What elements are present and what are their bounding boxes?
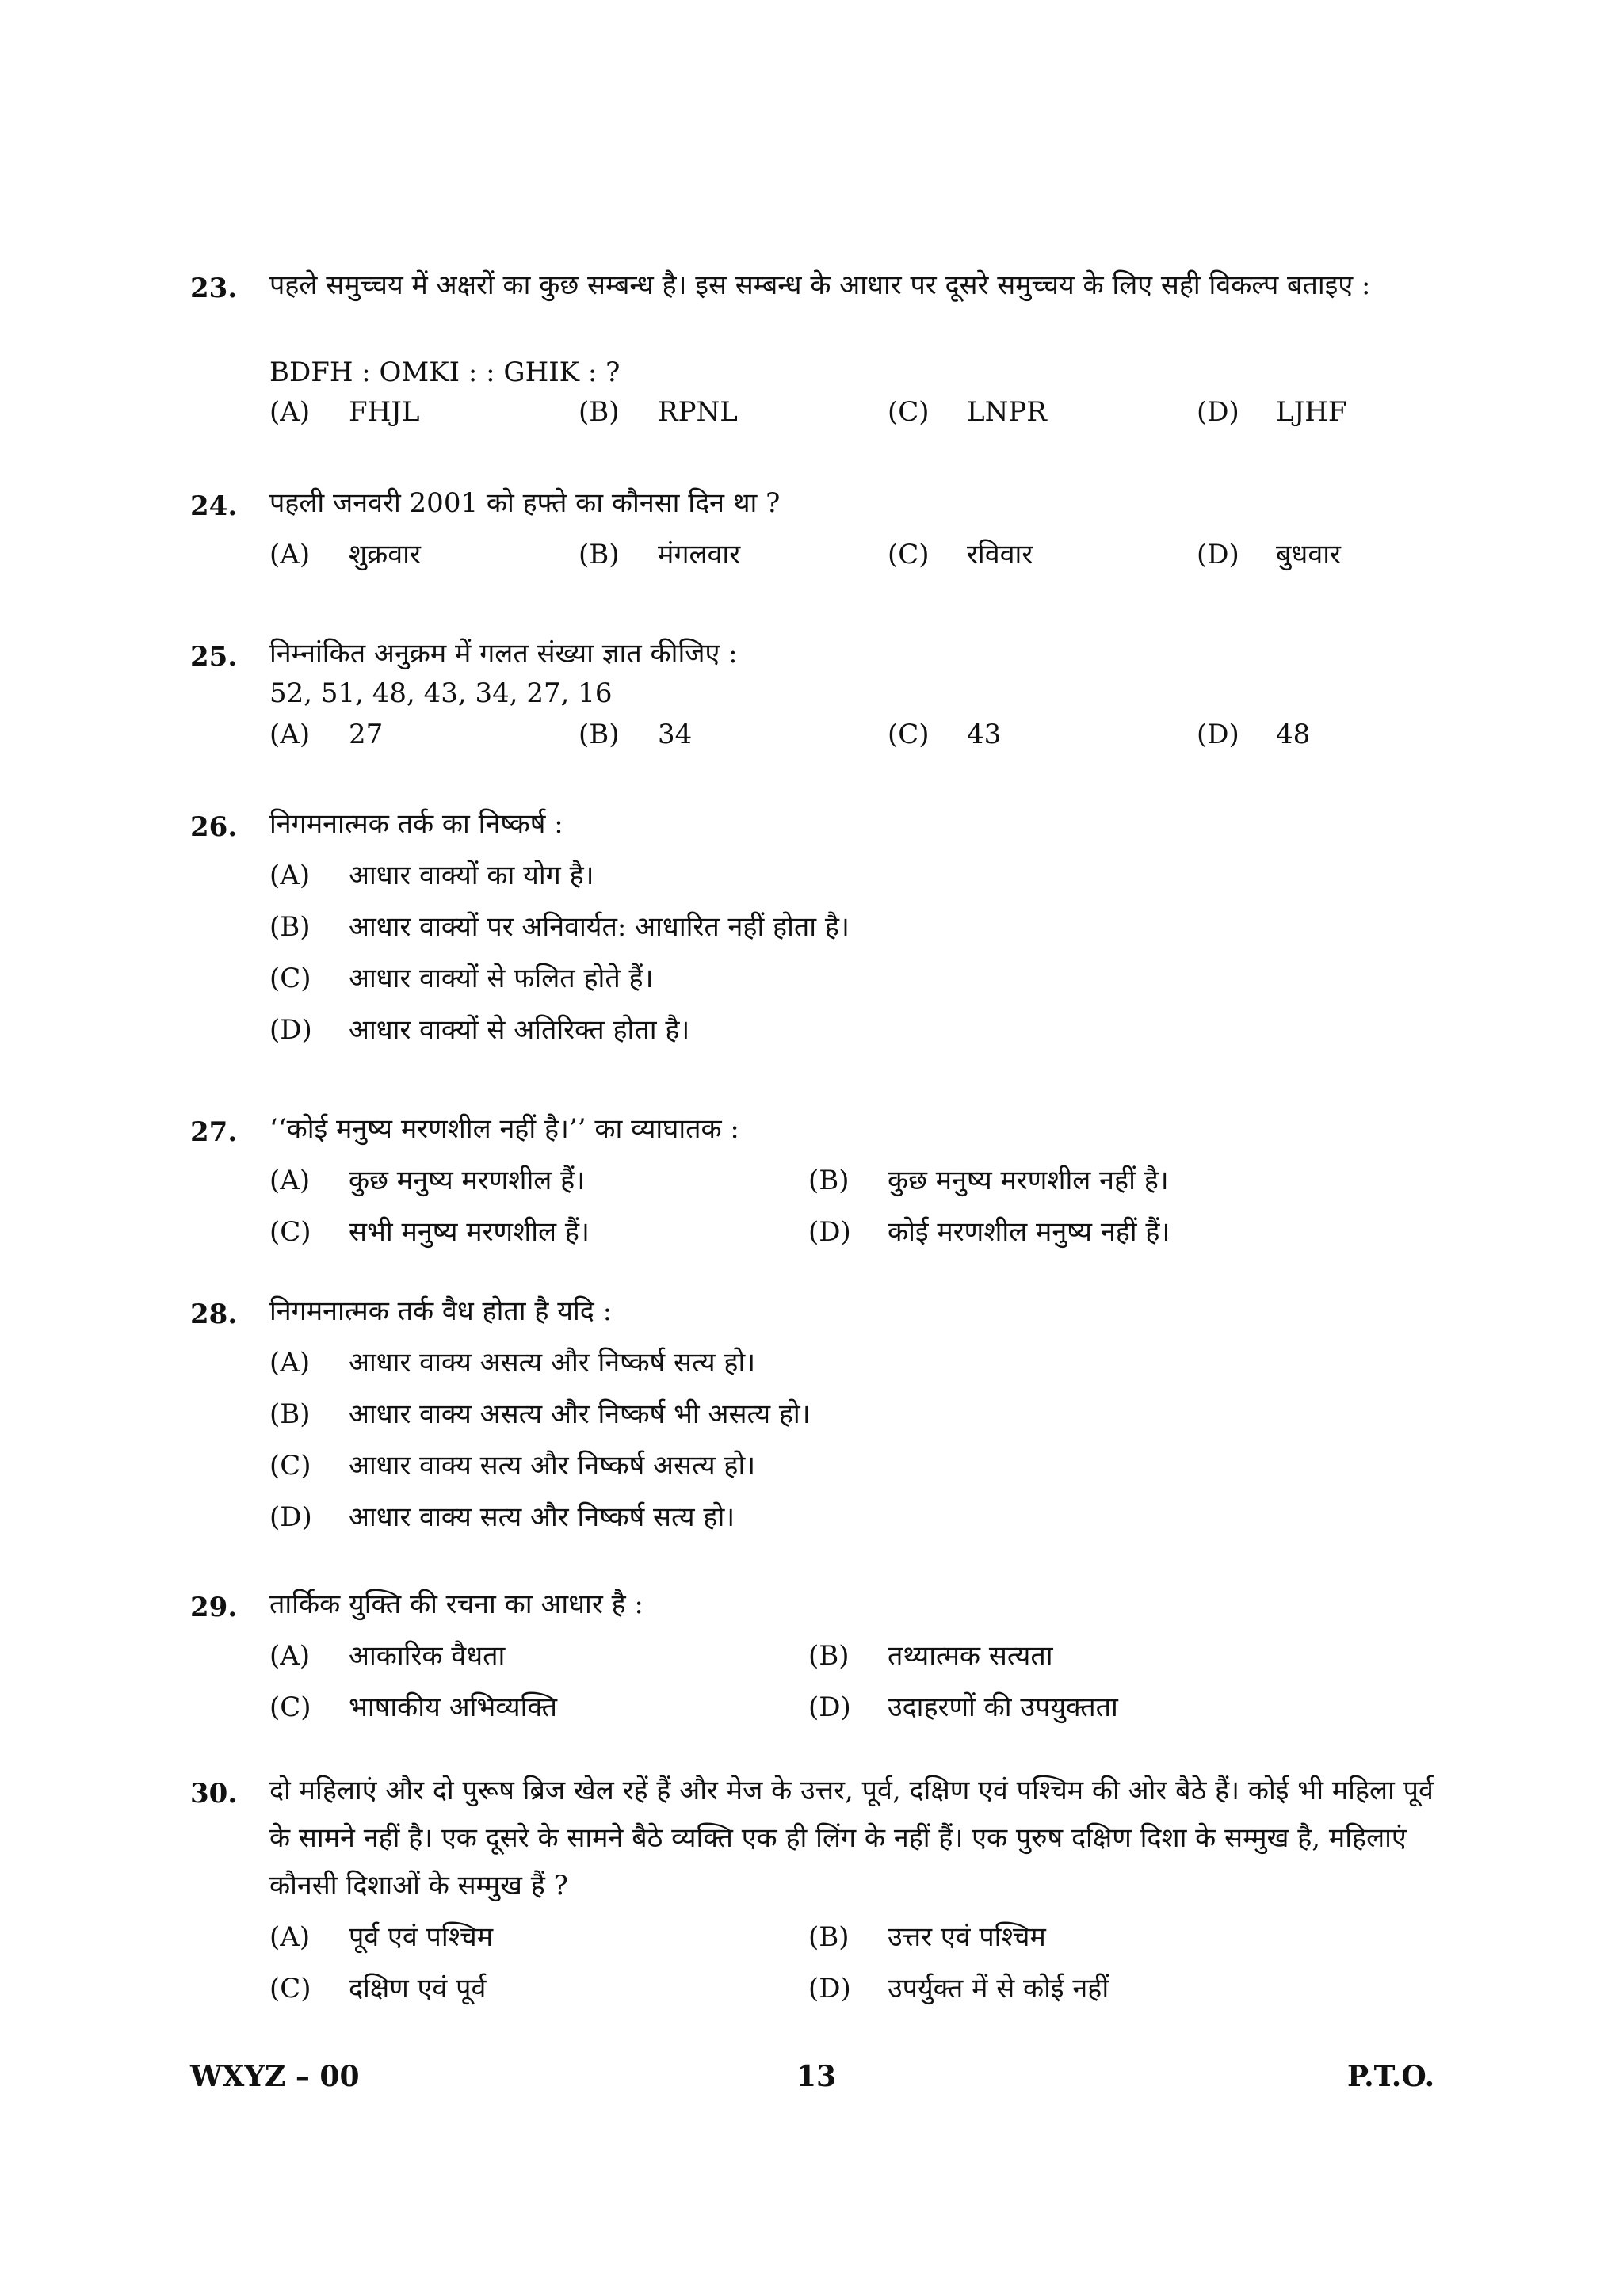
option-c: (C) भाषाकीय अभिव्यक्ति	[269, 1691, 558, 1723]
option-a: (A) 27	[269, 719, 384, 750]
question-text: निगमनात्मक तर्क वैध होता है यदि :	[269, 1295, 613, 1327]
question-number: 25.	[190, 641, 238, 673]
option-a: (A) पूर्व एवं पश्चिम	[269, 1921, 494, 1953]
question-extra: 52, 51, 48, 43, 34, 27, 16	[269, 677, 613, 709]
option-d: (D) उदाहरणों की उपयुक्तता	[808, 1691, 1118, 1723]
option-c: (C) आधार वाक्य सत्य और निष्कर्ष असत्य हो।	[269, 1450, 756, 1482]
question-number: 29.	[190, 1592, 238, 1623]
option-c: (C) आधार वाक्यों से फलित होते हैं।	[269, 963, 654, 994]
question-text: पहली जनवरी 2001 को हफ्ते का कौनसा दिन था ?	[269, 487, 781, 519]
option-b: (B) 34	[579, 719, 693, 750]
option-b: (B) मंगलवार	[579, 539, 741, 570]
question-number: 30.	[190, 1778, 238, 1810]
question-text: निम्नांकित अनुक्रम में गलत संख्या ज्ञात कीजिए :	[269, 638, 738, 669]
option-a: (A) आधार वाक्य असत्य और निष्कर्ष सत्य हो।	[269, 1347, 756, 1379]
option-c: (C) रविवार	[888, 539, 1033, 570]
option-b: (B) कुछ मनुष्य मरणशील नहीं है।	[808, 1165, 1169, 1196]
option-d: (D) LJHF	[1197, 396, 1347, 428]
question-number: 28.	[190, 1299, 238, 1330]
option-a: (A) आधार वाक्यों का योग है।	[269, 860, 594, 891]
option-a: (A) शुक्रवार	[269, 539, 421, 570]
option-a: (A) आकारिक वैधता	[269, 1640, 506, 1672]
option-d: (D) बुधवार	[1197, 539, 1341, 570]
question-number: 24.	[190, 490, 238, 522]
option-d: (D) आधार वाक्यों से अतिरिक्त होता है।	[269, 1014, 690, 1046]
option-c: (C) LNPR	[888, 396, 1047, 428]
question-number: 26.	[190, 811, 238, 843]
question-extra: BDFH : OMKI : : GHIK : ?	[269, 357, 621, 388]
question-text: निगमनात्मक तर्क का निष्कर्ष :	[269, 808, 563, 840]
question-text: पहले समुच्चय में अक्षरों का कुछ सम्बन्ध है। इस सम्बन्ध के आधार पर दूसरे समुच्चय के लिए सही विकल्प बताइए :	[269, 269, 1371, 301]
option-a: (A) FHJL	[269, 396, 420, 428]
option-b: (B) तथ्यात्मक सत्यता	[808, 1640, 1053, 1672]
option-c: (C) दक्षिण एवं पूर्व	[269, 1973, 487, 2004]
option-b: (B) आधार वाक्य असत्य और निष्कर्ष भी असत्य हो।	[269, 1398, 811, 1430]
option-a: (A) कुछ मनुष्य मरणशील हैं।	[269, 1165, 586, 1196]
option-d: (D) कोई मरणशील मनुष्य नहीं हैं।	[808, 1216, 1170, 1248]
option-b: (B) RPNL	[579, 396, 738, 428]
question-number: 27.	[190, 1116, 238, 1148]
page-number: 13	[796, 2060, 837, 2093]
option-c: (C) सभी मनुष्य मरणशील हैं।	[269, 1216, 590, 1248]
question-text: तार्किक युक्ति की रचना का आधार है :	[269, 1589, 643, 1620]
question-text: दो महिलाएं और दो पुरूष ब्रिज खेल रहें हैं और मेज के उत्तर, पूर्व, दक्षिण एवं पश्चिम की ओर बैठे हैं। कोई भी महिला पूर्व के सामने नहीं है। एक दूसरे के सामने बैठे व्यक्ति एक ही लिंग के नहीं हैं। एक पुरुष दक्षिण दिशा के सम्मुख है, महिलाएं कौनसी दिशाओं के सम्मुख हैं ?	[269, 1775, 1434, 1901]
option-d: (D) 48	[1197, 719, 1311, 750]
option-d: (D) आधार वाक्य सत्य और निष्कर्ष सत्य हो।	[269, 1501, 735, 1533]
option-c: (C) 43	[888, 719, 1002, 750]
question-text: ‘‘कोई मनुष्य मरणशील नहीं है।’’ का व्याघातक :	[269, 1113, 739, 1145]
question-number: 23.	[190, 273, 238, 304]
option-d: (D) उपर्युक्त में से कोई नहीं	[808, 1973, 1109, 2004]
option-b: (B) आधार वाक्यों पर अनिवार्यत: आधारित नहीं होता है।	[269, 911, 850, 943]
pto-label: P.T.O.	[1347, 2060, 1435, 2093]
option-b: (B) उत्तर एवं पश्चिम	[808, 1921, 1046, 1953]
booklet-code: WXYZ – 00	[190, 2060, 360, 2093]
